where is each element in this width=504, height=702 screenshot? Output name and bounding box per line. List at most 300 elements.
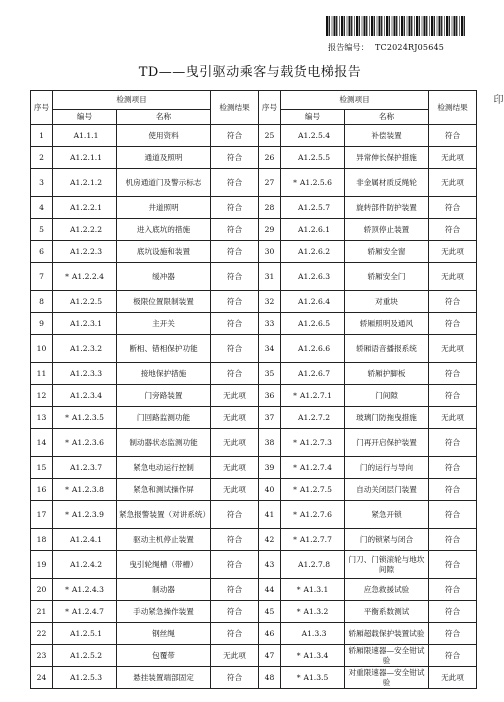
item-name: 对重限速器—安全钳试验 — [345, 667, 429, 689]
item-result: 符合 — [211, 241, 259, 263]
item-code — [53, 335, 117, 363]
item-name: 轿厢护脚板 — [345, 363, 429, 385]
key-item-mark: * — [65, 509, 69, 519]
item-result: 符合 — [429, 645, 477, 667]
item-code-text: A1.2.3.3 — [69, 368, 103, 378]
item-code-text: A1.2.7.6 — [299, 509, 332, 519]
table-row — [31, 363, 477, 385]
table-row — [31, 241, 477, 263]
item-code-text: A1.2.6.5 — [297, 318, 331, 328]
item-result: 符合 — [211, 579, 259, 601]
item-code-text: A1.2.3.1 — [69, 318, 103, 328]
item-code — [281, 479, 345, 501]
item-code — [53, 197, 117, 219]
item-code-text: A1.2.3.2 — [69, 343, 103, 353]
item-name: 极限位置限制装置 — [117, 291, 211, 313]
item-name: 门的运行与导向 — [345, 457, 429, 479]
item-code — [281, 335, 345, 363]
item-seq: 16 — [31, 479, 53, 501]
item-result: 符合 — [211, 501, 259, 529]
item-code-text: A1.2.3.5 — [71, 412, 104, 422]
item-name: 补偿装置 — [345, 125, 429, 147]
barcode-bar — [439, 16, 441, 36]
barcode-bar — [426, 16, 427, 36]
item-name: 钢丝绳 — [117, 623, 211, 645]
item-seq: 11 — [31, 363, 53, 385]
item-result: 符合 — [211, 125, 259, 147]
item-code-text: A1.2.6.7 — [297, 368, 331, 378]
item-code — [281, 429, 345, 457]
item-name: 旋转部件防护装置 — [345, 197, 429, 219]
item-seq: 39 — [259, 457, 281, 479]
item-seq: 17 — [31, 501, 53, 529]
item-name: 轿厢语音播报系统 — [345, 335, 429, 363]
barcode-bar — [419, 16, 420, 36]
key-item-mark: * — [293, 534, 297, 544]
barcode-bar — [461, 16, 463, 36]
item-result: 无此项 — [211, 457, 259, 479]
inspection-table — [30, 90, 477, 689]
item-seq: 4 — [31, 197, 53, 219]
barcode-bar — [431, 16, 433, 36]
item-result: 符合 — [211, 313, 259, 335]
table-row — [31, 479, 477, 501]
table-row — [31, 219, 477, 241]
item-seq: 2 — [31, 147, 53, 169]
key-item-mark: * — [65, 412, 69, 422]
item-code-text: A1.1.1 — [73, 130, 99, 140]
item-seq: 21 — [31, 601, 53, 623]
item-name: 接地保护措施 — [117, 363, 211, 385]
item-code — [53, 579, 117, 601]
item-code-text: A1.2.6.6 — [297, 343, 331, 353]
item-result: 符合 — [211, 291, 259, 313]
item-code-text: A1.2.7.1 — [299, 390, 332, 400]
barcode-bar — [446, 16, 448, 36]
item-code — [281, 169, 345, 197]
item-seq: 24 — [31, 667, 53, 689]
item-name: 对重块 — [345, 291, 429, 313]
barcode — [326, 16, 466, 36]
item-name: 应急救援试验 — [345, 579, 429, 601]
item-code — [281, 125, 345, 147]
report-number-label: 报告编号： — [328, 43, 369, 52]
barcode-bar — [347, 16, 348, 36]
item-result: 符合 — [211, 363, 259, 385]
item-result: 符合 — [429, 579, 477, 601]
item-result: 符合 — [429, 529, 477, 551]
item-code — [53, 429, 117, 457]
item-code — [281, 219, 345, 241]
item-code — [53, 313, 117, 335]
barcode-bar — [464, 16, 465, 36]
inspection-table-body — [31, 91, 477, 689]
item-seq: 6 — [31, 241, 53, 263]
table-row — [31, 313, 477, 335]
item-code — [53, 457, 117, 479]
item-name: 门刀、门锁滚轮与地坎间隙 — [345, 551, 429, 579]
item-code-text: A1.2.2.2 — [69, 224, 103, 234]
item-name: 制动器状态监测功能 — [117, 429, 211, 457]
item-code-text: A1.2.4.7 — [71, 606, 104, 616]
item-code — [281, 601, 345, 623]
item-seq: 1 — [31, 125, 53, 147]
key-item-mark: * — [65, 484, 69, 494]
item-name: 轿厢限速器—安全钳试验 — [345, 645, 429, 667]
barcode-bar — [444, 16, 445, 36]
item-seq: 34 — [259, 335, 281, 363]
item-code — [281, 291, 345, 313]
item-result: 无此项 — [211, 385, 259, 407]
key-item-mark: * — [296, 606, 301, 616]
item-code-text: A1.2.7.3 — [299, 437, 332, 447]
item-seq: 37 — [259, 407, 281, 429]
key-item-mark: * — [293, 462, 297, 472]
item-seq: 3 — [31, 169, 53, 197]
item-code — [53, 219, 117, 241]
item-code — [53, 291, 117, 313]
item-code-text: A1.2.5.1 — [69, 628, 103, 638]
item-code-text: A1.2.6.3 — [297, 271, 331, 281]
barcode-bar — [401, 16, 403, 36]
item-name: 紧急和测试操作屏 — [117, 479, 211, 501]
item-name: 非金属材质反绳轮 — [345, 169, 429, 197]
item-result: 符合 — [429, 291, 477, 313]
item-code — [281, 407, 345, 429]
barcode-bar — [381, 16, 382, 36]
item-code — [281, 501, 345, 529]
table-row — [31, 645, 477, 667]
item-result: 符合 — [211, 263, 259, 291]
item-seq: 13 — [31, 407, 53, 429]
item-result: 符合 — [211, 551, 259, 579]
item-name: 玻璃门防拖曳措施 — [345, 407, 429, 429]
item-seq: 10 — [31, 335, 53, 363]
item-result: 无此项 — [429, 147, 477, 169]
item-seq: 26 — [259, 147, 281, 169]
item-code-text: A1.3.5 — [303, 672, 329, 682]
key-item-mark: * — [65, 584, 69, 594]
item-result: 无此项 — [211, 645, 259, 667]
item-code — [53, 169, 117, 197]
barcode-bar — [392, 16, 393, 36]
item-result: 符合 — [211, 667, 259, 689]
item-code-text: A1.2.3.9 — [71, 509, 104, 519]
item-code — [281, 263, 345, 291]
item-result: 符合 — [211, 335, 259, 363]
item-name: 井道照明 — [117, 197, 211, 219]
report-number — [328, 42, 444, 53]
item-code — [53, 263, 117, 291]
item-name: 门的锁紧与闭合 — [345, 529, 429, 551]
item-result: 无此项 — [429, 263, 477, 291]
item-code-text: A1.2.5.4 — [297, 130, 331, 140]
item-code-text: A1.2.1.2 — [69, 177, 103, 187]
table-row — [31, 335, 477, 363]
item-result: 无此项 — [211, 429, 259, 457]
item-seq: 35 — [259, 363, 281, 385]
barcode-bar — [329, 16, 330, 36]
item-code — [281, 385, 345, 407]
item-seq: 43 — [259, 551, 281, 579]
item-code — [281, 623, 345, 645]
item-name: 紧急电动运行控制 — [117, 457, 211, 479]
table-row — [31, 125, 477, 147]
header-name: 名称 — [117, 110, 211, 125]
barcode-bar — [366, 16, 367, 36]
item-code-text: A1.3.3 — [301, 628, 327, 638]
item-seq: 8 — [31, 291, 53, 313]
table-row — [31, 385, 477, 407]
barcode-bar — [437, 16, 438, 36]
item-result: 符合 — [429, 479, 477, 501]
item-result: 符合 — [429, 501, 477, 529]
item-code-text: A1.2.6.4 — [297, 296, 331, 306]
item-seq: 31 — [259, 263, 281, 291]
header-seq: 序号 — [259, 91, 281, 125]
barcode-bar — [377, 16, 378, 36]
table-row — [31, 601, 477, 623]
item-result: 符合 — [211, 147, 259, 169]
item-code — [53, 529, 117, 551]
item-code — [53, 407, 117, 429]
barcode-bar — [362, 16, 363, 36]
item-seq: 23 — [31, 645, 53, 667]
header-item: 检测项目 — [53, 91, 211, 110]
item-result: 无此项 — [429, 335, 477, 363]
item-result: 符合 — [211, 623, 259, 645]
barcode-bar — [411, 16, 412, 36]
item-name: 缓冲器 — [117, 263, 211, 291]
item-seq: 38 — [259, 429, 281, 457]
item-seq: 22 — [31, 623, 53, 645]
barcode-bar — [422, 16, 423, 36]
item-code — [53, 501, 117, 529]
header-result: 检测结果 — [211, 91, 259, 125]
barcode-bar — [409, 16, 411, 36]
item-seq: 19 — [31, 551, 53, 579]
item-code — [281, 529, 345, 551]
item-code-text: A1.2.1.1 — [69, 152, 103, 162]
barcode-bar — [374, 16, 375, 36]
barcode-bar — [364, 16, 366, 36]
item-code — [53, 667, 117, 689]
item-seq: 47 — [259, 645, 281, 667]
item-code — [53, 385, 117, 407]
barcode-bar — [326, 16, 328, 36]
barcode-bar — [371, 16, 373, 36]
barcode-bar — [379, 16, 381, 36]
header-code: 编号 — [53, 110, 117, 125]
item-code — [53, 601, 117, 623]
barcode-bar — [354, 16, 355, 36]
item-result: 符合 — [429, 551, 477, 579]
item-code-text: A1.2.7.4 — [299, 462, 332, 472]
header-result: 检测结果 — [429, 91, 477, 125]
item-name: 驱动主机停止装置 — [117, 529, 211, 551]
item-code-text: A1.2.6.1 — [297, 224, 331, 234]
item-seq: 5 — [31, 219, 53, 241]
item-seq: 27 — [259, 169, 281, 197]
item-name: 曳引轮绳槽（带槽） — [117, 551, 211, 579]
item-seq: 15 — [31, 457, 53, 479]
item-code-text: A1.2.5.7 — [297, 202, 331, 212]
item-code — [281, 457, 345, 479]
item-name: 轿厢照明及通风 — [345, 313, 429, 335]
item-seq: 20 — [31, 579, 53, 601]
table-row — [31, 291, 477, 313]
item-code — [53, 147, 117, 169]
barcode-bar — [332, 16, 333, 36]
item-result: 符合 — [211, 529, 259, 551]
item-code — [281, 667, 345, 689]
item-seq: 18 — [31, 529, 53, 551]
barcode-bar — [384, 16, 385, 36]
item-name: 进入底坑的措施 — [117, 219, 211, 241]
table-row — [31, 147, 477, 169]
item-code-text: A1.3.4 — [303, 650, 329, 660]
item-name: 异常伸长保护措施 — [345, 147, 429, 169]
key-item-mark: * — [293, 177, 297, 187]
item-code-text: A1.2.7.7 — [299, 534, 332, 544]
table-row — [31, 501, 477, 529]
key-item-mark: * — [296, 672, 301, 682]
key-item-mark: * — [293, 509, 297, 519]
item-seq: 14 — [31, 429, 53, 457]
item-seq: 28 — [259, 197, 281, 219]
item-result: 符合 — [429, 363, 477, 385]
item-name: 通道及照明 — [117, 147, 211, 169]
table-row — [31, 551, 477, 579]
barcode-bar — [454, 16, 456, 36]
item-seq: 9 — [31, 313, 53, 335]
table-row — [31, 667, 477, 689]
item-name: 断相、错相保护功能 — [117, 335, 211, 363]
barcode-bar — [349, 16, 351, 36]
item-code-text: A1.2.4.1 — [69, 534, 103, 544]
table-row — [31, 623, 477, 645]
item-code-text: A1.3.2 — [303, 606, 329, 616]
item-code — [53, 125, 117, 147]
item-result: 符合 — [429, 623, 477, 645]
item-seq: 30 — [259, 241, 281, 263]
key-item-mark: * — [296, 584, 301, 594]
item-seq: 36 — [259, 385, 281, 407]
item-code-text: A1.2.5.5 — [297, 152, 331, 162]
item-code-text: A1.2.2.3 — [69, 246, 103, 256]
item-code — [53, 479, 117, 501]
barcode-bar — [449, 16, 450, 36]
item-result: 无此项 — [429, 169, 477, 197]
key-item-mark: * — [293, 437, 297, 447]
item-seq: 40 — [259, 479, 281, 501]
side-mark: 印 — [491, 94, 502, 104]
item-code-text: A1.2.2.4 — [71, 271, 104, 281]
barcode-bar — [404, 16, 405, 36]
item-name: 自动关闭层门装置 — [345, 479, 429, 501]
item-name: 机房通道门及警示标志 — [117, 169, 211, 197]
item-code — [53, 645, 117, 667]
item-result: 符合 — [429, 313, 477, 335]
barcode-bar — [394, 16, 396, 36]
item-code-text: A1.2.4.2 — [69, 559, 103, 569]
barcode-bar — [459, 16, 460, 36]
barcode-bar — [441, 16, 442, 36]
item-name: 门回路监测功能 — [117, 407, 211, 429]
item-result: 符合 — [429, 219, 477, 241]
item-result: 无此项 — [429, 241, 477, 263]
barcode-bar — [416, 16, 418, 36]
barcode-bar — [341, 16, 343, 36]
item-result: 符合 — [429, 601, 477, 623]
table-row — [31, 457, 477, 479]
item-code — [281, 197, 345, 219]
barcode-bar — [386, 16, 388, 36]
item-code-text: A1.2.7.5 — [299, 484, 332, 494]
item-result: 无此项 — [429, 407, 477, 429]
item-seq: 29 — [259, 219, 281, 241]
item-name: 底坑设施和装置 — [117, 241, 211, 263]
item-code-text: A1.2.3.7 — [69, 462, 103, 472]
item-seq: 48 — [259, 667, 281, 689]
key-item-mark: * — [293, 390, 297, 400]
item-name: 使用资料 — [117, 125, 211, 147]
table-row — [31, 407, 477, 429]
item-code — [53, 551, 117, 579]
item-result: 符合 — [211, 169, 259, 197]
barcode-bar — [351, 16, 352, 36]
item-code — [281, 313, 345, 335]
item-result: 符合 — [429, 197, 477, 219]
barcode-bar — [424, 16, 426, 36]
barcode-bar — [456, 16, 457, 36]
barcode-bar — [344, 16, 345, 36]
item-code-text: A1.2.5.6 — [299, 177, 332, 187]
item-name: 主开关 — [117, 313, 211, 335]
item-name: 轿厢超载保护装置试验 — [345, 623, 429, 645]
item-code-text: A1.2.7.2 — [297, 412, 331, 422]
key-item-mark: * — [65, 437, 69, 447]
item-seq: 46 — [259, 623, 281, 645]
table-row — [31, 429, 477, 457]
item-code-text: A1.2.3.8 — [71, 484, 104, 494]
item-result: 无此项 — [429, 667, 477, 689]
barcode-bar — [359, 16, 360, 36]
item-name: 门间隙 — [345, 385, 429, 407]
item-code-text: A1.2.3.6 — [71, 437, 104, 447]
barcode-bar — [356, 16, 358, 36]
item-code-text: A1.2.2.1 — [69, 202, 103, 212]
page-title: TD——曳引驱动乘客与载货电梯报告 — [138, 65, 362, 80]
item-code — [53, 363, 117, 385]
barcode-bar — [339, 16, 340, 36]
table-header-row — [31, 91, 477, 110]
item-seq: 32 — [259, 291, 281, 313]
key-item-mark: * — [293, 484, 297, 494]
header-code: 编号 — [281, 110, 345, 125]
item-code-text: A1.2.5.2 — [69, 650, 103, 660]
item-code — [281, 241, 345, 263]
item-seq: 41 — [259, 501, 281, 529]
table-row — [31, 263, 477, 291]
item-code — [281, 579, 345, 601]
item-result: 符合 — [211, 601, 259, 623]
item-seq: 25 — [259, 125, 281, 147]
table-row — [31, 579, 477, 601]
item-name: 轿厢安全窗 — [345, 241, 429, 263]
item-code-text: A1.2.7.8 — [297, 559, 331, 569]
item-name: 制动器 — [117, 579, 211, 601]
